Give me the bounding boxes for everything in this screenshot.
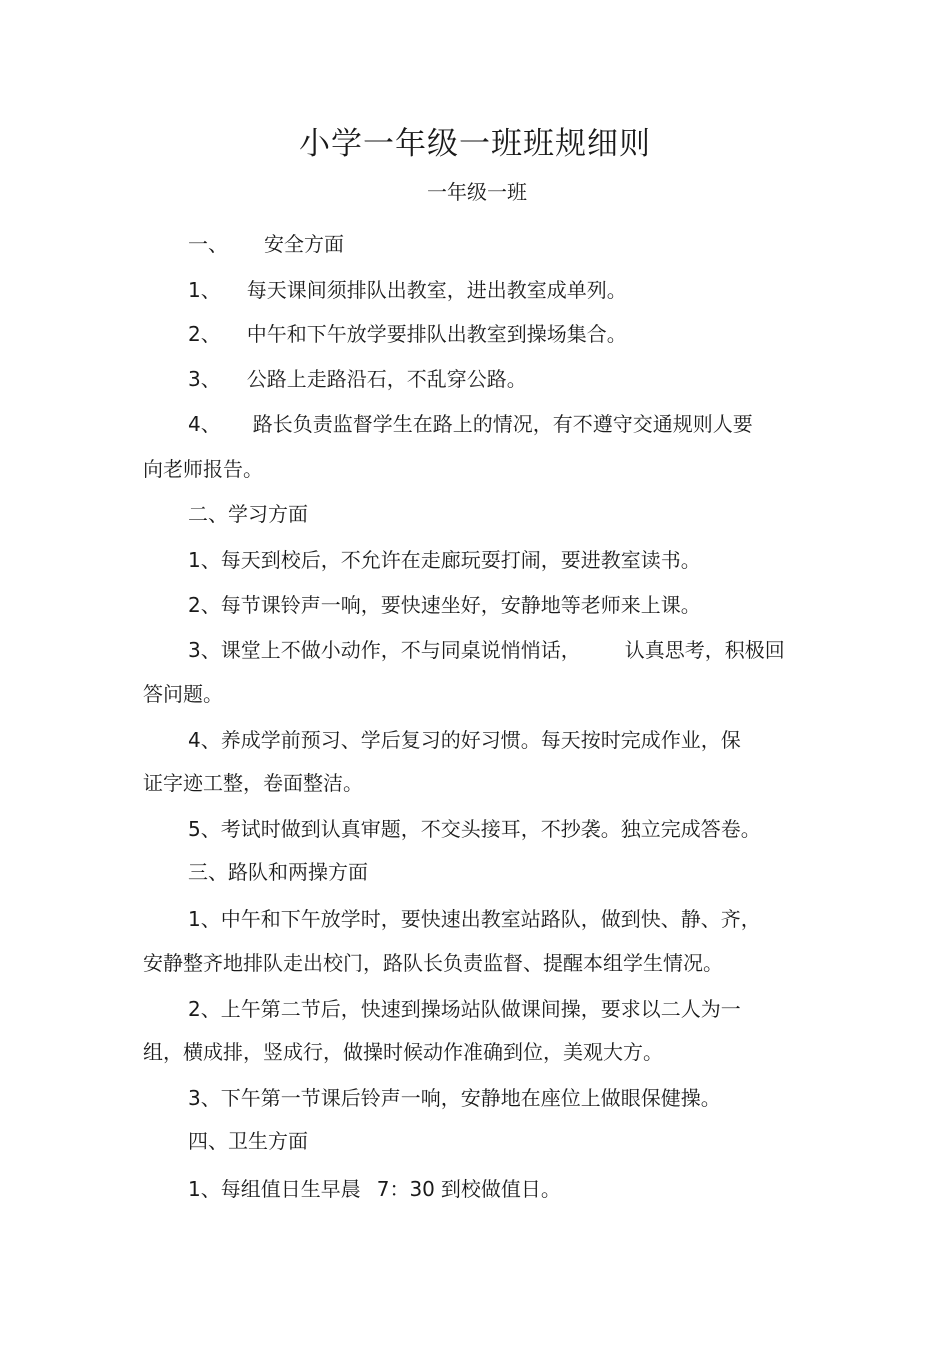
- rule-item: 3、下午第一节课后铃声一响，安静地在座位上做眼保健操。: [188, 1086, 721, 1110]
- section-title: 安全方面: [264, 232, 344, 256]
- rule-text: 公路上走路沿石，不乱穿公路。: [246, 367, 527, 391]
- rule-number: 4、: [188, 412, 221, 436]
- rule-item: 1、中午和下午放学时，要快速出教室站路队，做到快、静、齐，: [188, 907, 761, 931]
- section-heading-line-and-exercise: 三、路队和两操方面: [188, 860, 368, 884]
- rule-number: 1、: [188, 278, 221, 302]
- rule-number: 3、: [188, 367, 221, 391]
- section-heading-hygiene: 四、卫生方面: [188, 1129, 308, 1153]
- rule-item: [188, 320, 627, 348]
- rule-continuation: 组，横成排，竖成行，做操时候动作准确到位，美观大方。: [143, 1040, 663, 1064]
- rule-item: [188, 636, 785, 664]
- rule-text-continued: 认真思考，积极回: [624, 638, 785, 662]
- rule-item: 1、每天到校后，不允许在走廊玩耍打闹，要进教室读书。: [188, 548, 701, 572]
- rule-item: [188, 365, 527, 393]
- rule-continuation: 向老师报告。: [143, 457, 263, 481]
- rule-number: 2、: [188, 322, 221, 346]
- rule-item: [188, 410, 753, 438]
- rule-item: 2、每节课铃声一响，要快速坐好，安静地等老师来上课。: [188, 593, 701, 617]
- rule-time: 7：30: [376, 1177, 435, 1201]
- rule-continuation: 安静整齐地排队走出校门，路队长负责监督、提醒本组学生情况。: [143, 951, 723, 975]
- rule-item: [188, 1175, 561, 1203]
- rule-text: 1、每组值日生早晨: [188, 1177, 361, 1201]
- section-number: 一、: [188, 232, 228, 256]
- rule-text: 中午和下午放学要排队出教室到操场集合。: [246, 322, 627, 346]
- rule-item: 4、养成学前预习、学后复习的好习惯。每天按时完成作业，保: [188, 728, 741, 752]
- section-heading-study: 二、学习方面: [188, 502, 308, 526]
- document-title: 小学一年级一班班规细则: [299, 126, 651, 162]
- rule-item: [188, 276, 627, 304]
- section-heading-safety: [188, 230, 344, 258]
- rule-continuation: 答问题。: [143, 682, 223, 706]
- rule-text-continued: 到校做值日。: [440, 1177, 561, 1201]
- rule-text: 路长负责监督学生在路上的情况，有不遵守交通规则人要: [252, 412, 753, 436]
- document-subtitle: 一年级一班: [427, 180, 527, 204]
- rule-continuation: 证字迹工整，卷面整洁。: [143, 771, 363, 795]
- rule-text: 3、课堂上不做小动作，不与同桌说悄悄话，: [188, 638, 581, 662]
- rule-item: 5、考试时做到认真审题，不交头接耳，不抄袭。独立完成答卷。: [188, 817, 761, 841]
- rule-text: 每天课间须排队出教室，进出教室成单列。: [246, 278, 627, 302]
- rule-item: 2、上午第二节后，快速到操场站队做课间操，要求以二人为一: [188, 997, 741, 1021]
